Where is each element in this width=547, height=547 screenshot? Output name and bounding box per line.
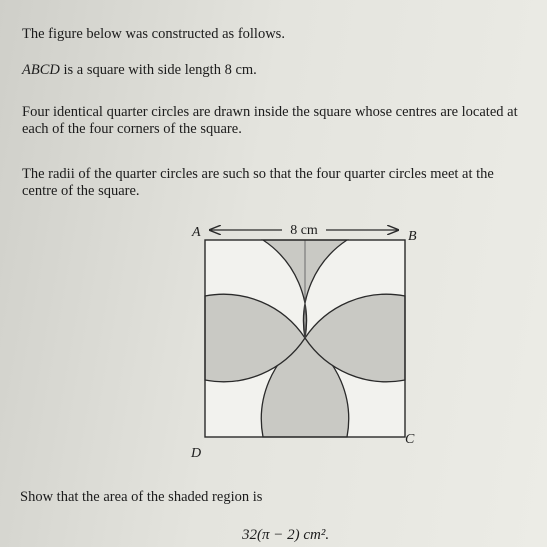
answer-expression: 32(π − 2) cm².	[242, 527, 330, 543]
side-length-label: 8 cm	[290, 223, 318, 238]
vertex-label-c: C	[405, 432, 415, 447]
radii-text-line2: centre of the square.	[22, 183, 140, 199]
square-name: ABCD	[22, 62, 60, 78]
radii-text-line1: The radii of the quarter circles are such so that the four quarter circles meet at the	[22, 166, 494, 182]
quarter-circles-text-line2: each of the four corners of the square.	[22, 121, 242, 137]
quarter-circles-text-line1: Four identical quarter circles are drawn inside the square whose centres are located at	[22, 104, 518, 120]
vertex-label-a: A	[192, 225, 201, 240]
vertex-label-d: D	[191, 446, 202, 461]
question-prompt: Show that the area of the shaded region is	[20, 489, 263, 505]
intro-text: The figure below was constructed as follows.	[22, 26, 285, 42]
square-description-rest: is a square with side length 8 cm.	[59, 62, 257, 78]
vertex-label-b: B	[408, 229, 417, 244]
